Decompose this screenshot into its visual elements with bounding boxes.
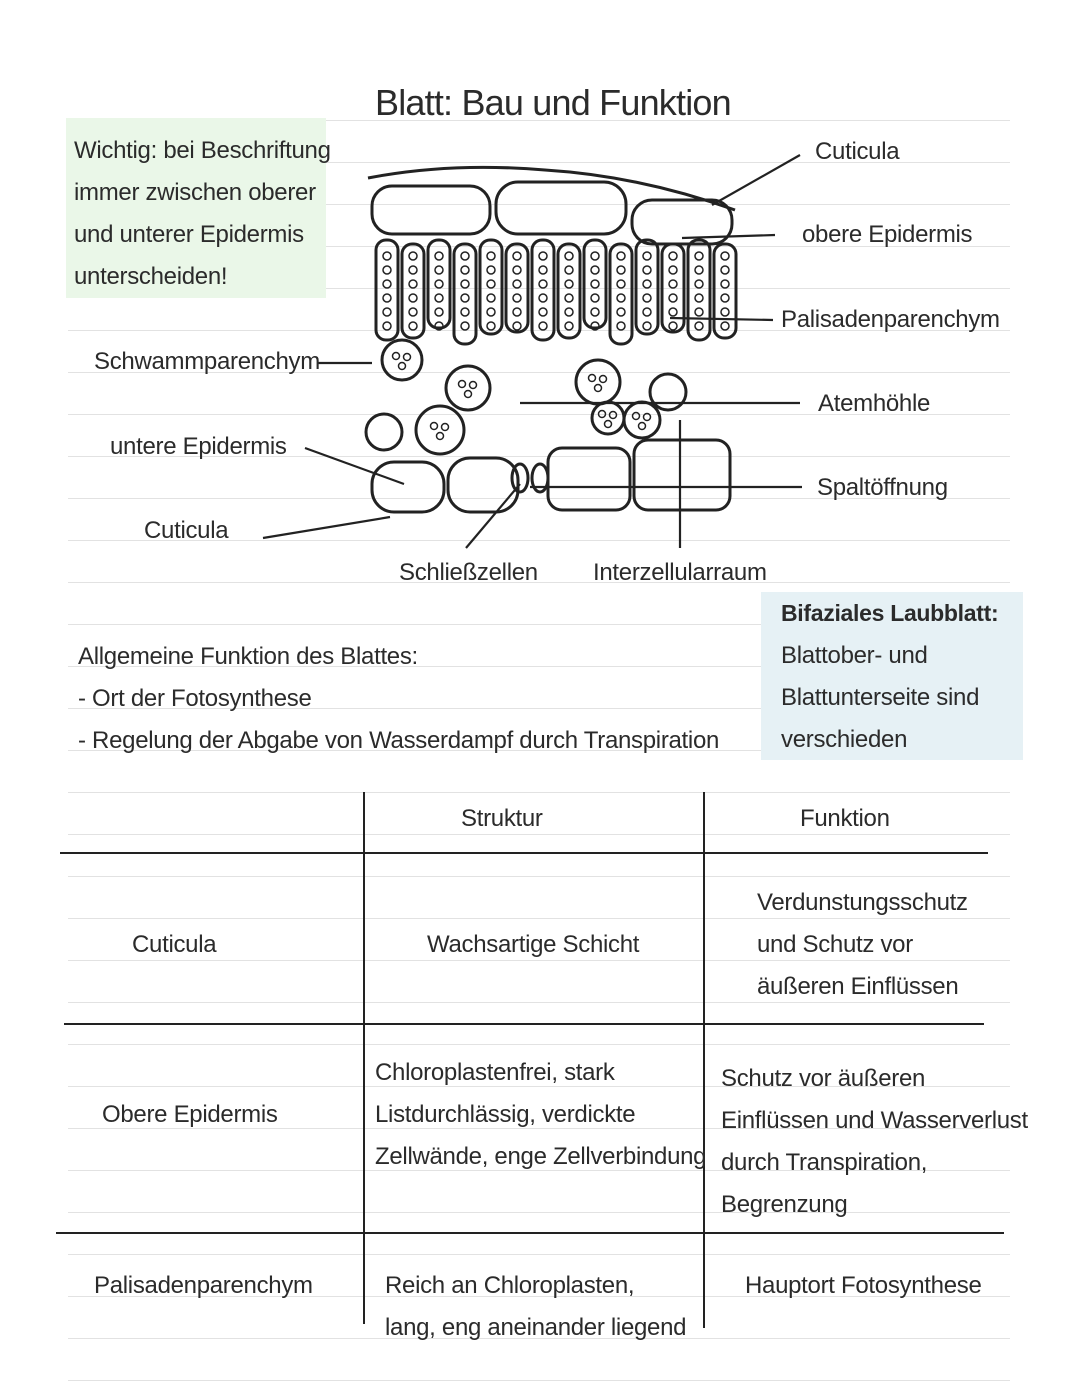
palisade-cell (480, 240, 502, 334)
chloroplast (487, 294, 495, 302)
table-cell-funktion: Verdunstungsschutz (757, 889, 968, 916)
table-cell-struktur: Zellwände, enge Zellverbindung (375, 1143, 707, 1170)
chloroplast (591, 266, 599, 274)
chloroplast (383, 294, 391, 302)
chloroplast (639, 423, 646, 430)
label-obere-epidermis: obere Epidermis (802, 221, 973, 248)
bifazial-line: verschieden (781, 726, 908, 753)
chloroplast (721, 266, 729, 274)
chloroplast (487, 280, 495, 288)
chloroplast (721, 322, 729, 330)
chloroplast (669, 308, 677, 316)
chloroplast (383, 280, 391, 288)
chloroplast (383, 308, 391, 316)
chloroplast (409, 294, 417, 302)
chloroplast (470, 382, 477, 389)
table-header-funktion: Funktion (800, 805, 890, 832)
table-cell-funktion: Begrenzung (721, 1191, 848, 1218)
chloroplast (595, 385, 602, 392)
table-row-rule (56, 1232, 1004, 1234)
chloroplast (539, 294, 547, 302)
label-cuticula-bottom: Cuticula (144, 517, 229, 544)
note-line: Wichtig: bei Beschriftung (74, 137, 331, 164)
label-atemhoehle: Atemhöhle (818, 390, 931, 417)
chloroplast (539, 322, 547, 330)
chloroplast (435, 280, 443, 288)
palisade-cell (376, 240, 398, 340)
palisade-cell (558, 244, 580, 338)
chloroplast (513, 280, 521, 288)
chloroplast (589, 375, 596, 382)
table-cell-funktion: durch Transpiration, (721, 1149, 928, 1176)
palisade-cell (428, 240, 450, 328)
palisade-cell (636, 240, 658, 334)
chloroplast (669, 322, 677, 330)
label-untere-epidermis: untere Epidermis (110, 433, 287, 460)
chloroplast (644, 414, 651, 421)
bifazial-line: Blattunterseite sind (781, 684, 980, 711)
chloroplast (459, 381, 466, 388)
chloroplast (695, 308, 703, 316)
chloroplast (461, 252, 469, 260)
chloroplast (539, 266, 547, 274)
chloroplast (435, 266, 443, 274)
chloroplast (565, 280, 573, 288)
chloroplast (513, 308, 521, 316)
table-cell-struktur: Reich an Chloroplasten, (385, 1272, 635, 1299)
chloroplast (643, 308, 651, 316)
chloroplast (565, 252, 573, 260)
label-interzellularraum: Interzellularraum (593, 559, 767, 586)
chloroplast (487, 322, 495, 330)
chloroplast (409, 322, 417, 330)
page-title: Blatt: Bau und Funktion (375, 82, 731, 123)
chloroplast (599, 411, 606, 418)
note-line: unterscheiden! (74, 263, 228, 290)
chloroplast (383, 266, 391, 274)
chloroplast (513, 252, 521, 260)
palisade-cell (688, 240, 710, 340)
chloroplast (591, 280, 599, 288)
chloroplast (461, 322, 469, 330)
chloroplast (643, 266, 651, 274)
table-cell-funktion: Schutz vor äußeren (721, 1065, 926, 1092)
table-cell-funktion: Hauptort Fotosynthese (745, 1272, 982, 1299)
chloroplast (617, 322, 625, 330)
bifazial-line: Blattober- und (781, 642, 928, 669)
chloroplast (617, 308, 625, 316)
chloroplast (617, 252, 625, 260)
table-row-name: Cuticula (132, 931, 217, 958)
chloroplast (409, 252, 417, 260)
chloroplast (617, 266, 625, 274)
bifazial-heading: Bifaziales Laubblatt: (781, 600, 999, 626)
chloroplast (565, 294, 573, 302)
chloroplast (383, 322, 391, 330)
chloroplast (393, 353, 400, 360)
chloroplast (643, 252, 651, 260)
label-schliesszellen: Schließzellen (399, 559, 538, 586)
chloroplast (461, 266, 469, 274)
chloroplast (461, 308, 469, 316)
chloroplast (461, 280, 469, 288)
chloroplast (669, 266, 677, 274)
chloroplast (669, 252, 677, 260)
chloroplast (610, 412, 617, 419)
chloroplast (565, 308, 573, 316)
chloroplast (721, 294, 729, 302)
table-cell-funktion: und Schutz vor (757, 931, 913, 958)
chloroplast (513, 294, 521, 302)
chloroplast (695, 266, 703, 274)
chloroplast (669, 294, 677, 302)
chloroplast (461, 294, 469, 302)
chloroplast (600, 376, 607, 383)
chloroplast (565, 322, 573, 330)
chloroplast (487, 252, 495, 260)
function-item: - Regelung der Abgabe von Wasserdampf durch Transpiration (78, 727, 720, 754)
chloroplast (633, 413, 640, 420)
chloroplast (617, 280, 625, 288)
chloroplast (409, 266, 417, 274)
chloroplast (399, 363, 406, 370)
chloroplast (383, 252, 391, 260)
table-header-rule (60, 852, 988, 854)
palisade-cell (714, 244, 736, 338)
chloroplast (442, 424, 449, 431)
chloroplast (435, 294, 443, 302)
table-row-name: Palisadenparenchym (94, 1272, 313, 1299)
chloroplast (565, 266, 573, 274)
table-cell-struktur: Listdurchlässig, verdickte (375, 1101, 636, 1128)
chloroplast (539, 252, 547, 260)
chloroplast (669, 280, 677, 288)
chloroplast (721, 308, 729, 316)
chloroplast (591, 308, 599, 316)
note-line: immer zwischen oberer (74, 179, 316, 206)
chloroplast (695, 280, 703, 288)
chloroplast (404, 354, 411, 361)
table-divider-1 (363, 792, 365, 1324)
chloroplast (721, 252, 729, 260)
chloroplast (591, 294, 599, 302)
table-cell-funktion: äußeren Einflüssen (757, 973, 959, 1000)
chloroplast (513, 322, 521, 330)
palisade-cell (402, 244, 424, 338)
chloroplast (435, 252, 443, 260)
chloroplast (605, 421, 612, 428)
chloroplast (617, 294, 625, 302)
function-heading: Allgemeine Funktion des Blattes: (78, 643, 418, 670)
table-cell-struktur: Chloroplastenfrei, stark (375, 1059, 615, 1086)
chloroplast (591, 252, 599, 260)
note-line: und unterer Epidermis (74, 221, 304, 248)
chloroplast (695, 252, 703, 260)
table-row-rule (64, 1023, 984, 1025)
table-row-name: Obere Epidermis (102, 1101, 278, 1128)
chloroplast (695, 294, 703, 302)
table-divider-2 (703, 792, 705, 1328)
chloroplast (487, 308, 495, 316)
chloroplast (539, 308, 547, 316)
label-cuticula-top: Cuticula (815, 138, 900, 165)
label-palisadenparenchym: Palisadenparenchym (781, 306, 1000, 333)
function-item: - Ort der Fotosynthese (78, 685, 312, 712)
chloroplast (435, 308, 443, 316)
chloroplast (465, 391, 472, 398)
table-cell-funktion: Einflüssen und Wasserverlust (721, 1107, 1028, 1134)
table-cell-struktur: lang, eng aneinander liegend (385, 1314, 687, 1341)
chloroplast (643, 294, 651, 302)
chloroplast (721, 280, 729, 288)
chloroplast (487, 266, 495, 274)
palisade-cell (584, 240, 606, 328)
palisade-cell (532, 240, 554, 340)
chloroplast (513, 266, 521, 274)
label-spaltoeffnung: Spaltöffnung (817, 474, 948, 501)
table-cell-struktur: Wachsartige Schicht (427, 931, 640, 958)
label-schwammparenchym: Schwammparenchym (94, 348, 320, 375)
chloroplast (539, 280, 547, 288)
chloroplast (431, 423, 438, 430)
chloroplast (409, 280, 417, 288)
chloroplast (643, 280, 651, 288)
chloroplast (695, 322, 703, 330)
table-header-struktur: Struktur (461, 805, 543, 832)
chloroplast (437, 433, 444, 440)
chloroplast (409, 308, 417, 316)
chloroplast (643, 322, 651, 330)
